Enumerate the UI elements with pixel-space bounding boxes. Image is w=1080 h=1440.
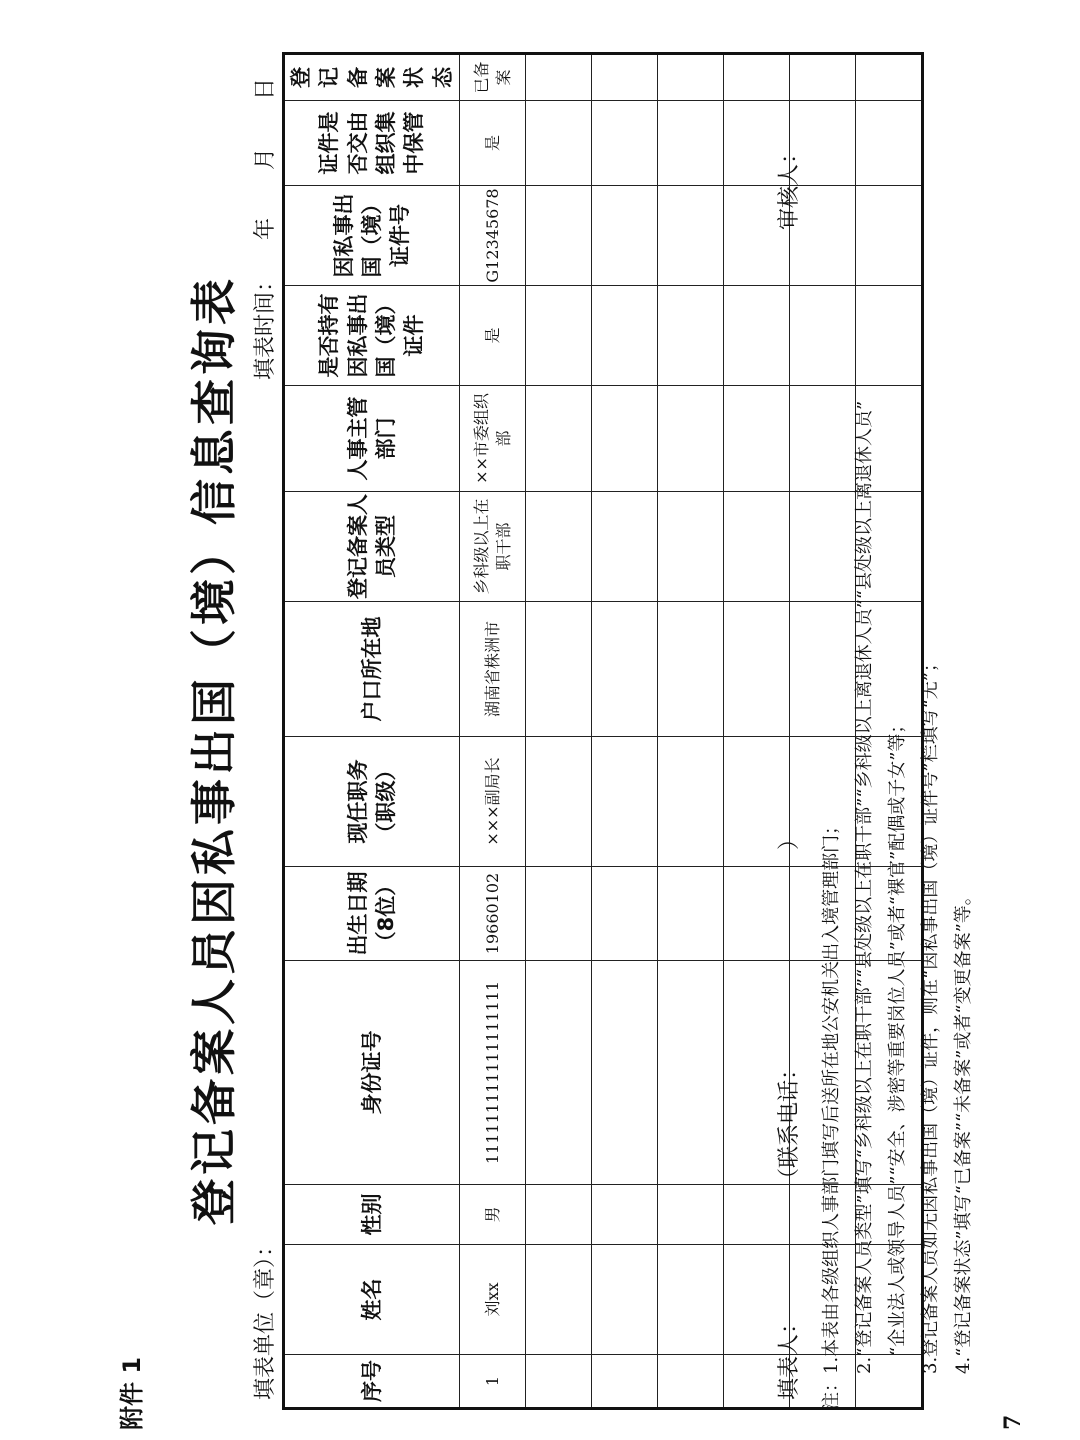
cell-document-number: G12345678 bbox=[460, 186, 526, 286]
note-line: “企业法人或领导人员”“安全、涉密等重要岗位人员”或者“裸官”配偶或子女”等； bbox=[887, 715, 908, 1410]
phone-label: （联系电话： bbox=[777, 1057, 802, 1190]
col-header: 登记备案状态 bbox=[284, 54, 460, 101]
col-header: 出生日期（8位） bbox=[284, 867, 460, 961]
date-day: 日 bbox=[253, 77, 278, 100]
col-header: 因私事出国（境）证件号 bbox=[284, 186, 460, 286]
table-row-empty bbox=[724, 54, 790, 1409]
cell-residence: 湖南省株洲市 bbox=[460, 602, 526, 737]
cell-person-type: 乡科级以上在职干部 bbox=[460, 492, 526, 602]
reviewer-label: 审核人： bbox=[777, 141, 802, 230]
unit-label: 填表单位（章）： bbox=[253, 1234, 278, 1400]
col-header: 身份证号 bbox=[284, 961, 460, 1185]
cell-kept-by-org: 是 bbox=[460, 101, 526, 186]
date-label: 填表时间： bbox=[253, 269, 278, 380]
cell-status: 已备案 bbox=[460, 54, 526, 101]
col-header: 性别 bbox=[284, 1185, 460, 1245]
cell-name: 刘xx bbox=[460, 1245, 526, 1355]
table-row-empty bbox=[658, 54, 724, 1409]
page-number: 7 bbox=[1000, 1414, 1026, 1430]
date-month: 月 bbox=[253, 147, 278, 170]
note-line: 2.“登记备案人员类型”填写“乡科级以上在职干部”“县处级以上在职干部”“乡科级以上离退休人员”“县处级以上离退休人员” bbox=[854, 400, 875, 1410]
note-line: 注：1.本表由各级组织人事部门填写后送所在地公安机关出入境管理部门； bbox=[821, 816, 842, 1410]
date-year: 年 bbox=[253, 217, 278, 240]
cell-birth-date: 19660102 bbox=[460, 867, 526, 961]
table-row bbox=[460, 54, 526, 1409]
notes bbox=[815, 50, 980, 1410]
note-line: 3.登记备案人员如无因私事出国（境）证件，则在“因私事出国（境）证件号”栏填写“无”； bbox=[920, 654, 941, 1410]
col-header: 姓名 bbox=[284, 1245, 460, 1355]
col-header: 序号 bbox=[284, 1355, 460, 1409]
col-header: 现任职务（职级） bbox=[284, 737, 460, 867]
col-header: 证件是否交由组织集中保管 bbox=[284, 101, 460, 186]
col-header: 登记备案人员类型 bbox=[284, 492, 460, 602]
annex-label: 附件 1 bbox=[118, 1356, 146, 1430]
cell-seq: 1 bbox=[460, 1355, 526, 1409]
col-header: 是否持有因私事出国（境）证件 bbox=[284, 286, 460, 386]
table-row-empty bbox=[526, 54, 592, 1409]
cell-id-number: 111111111111111111 bbox=[460, 961, 526, 1185]
note-line: 4.“登记备案状态”填写“已备案”“未备案”或者“变更备案”等。 bbox=[953, 887, 974, 1410]
cell-position: ×××副局长 bbox=[460, 737, 526, 867]
col-header: 人事主管部门 bbox=[284, 386, 460, 492]
page-title: 登记备案人员因私事出国（境）信息查询表 bbox=[187, 275, 241, 1225]
phone-close: ） bbox=[777, 827, 802, 850]
filler-label: 填表人： bbox=[777, 1311, 802, 1400]
col-header: 户口所在地 bbox=[284, 602, 460, 737]
cell-hr-dept: ××市委组织部 bbox=[460, 386, 526, 492]
cell-has-document: 是 bbox=[460, 286, 526, 386]
table-header-row bbox=[284, 54, 460, 1409]
cell-gender: 男 bbox=[460, 1185, 526, 1245]
table-row-empty bbox=[592, 54, 658, 1409]
